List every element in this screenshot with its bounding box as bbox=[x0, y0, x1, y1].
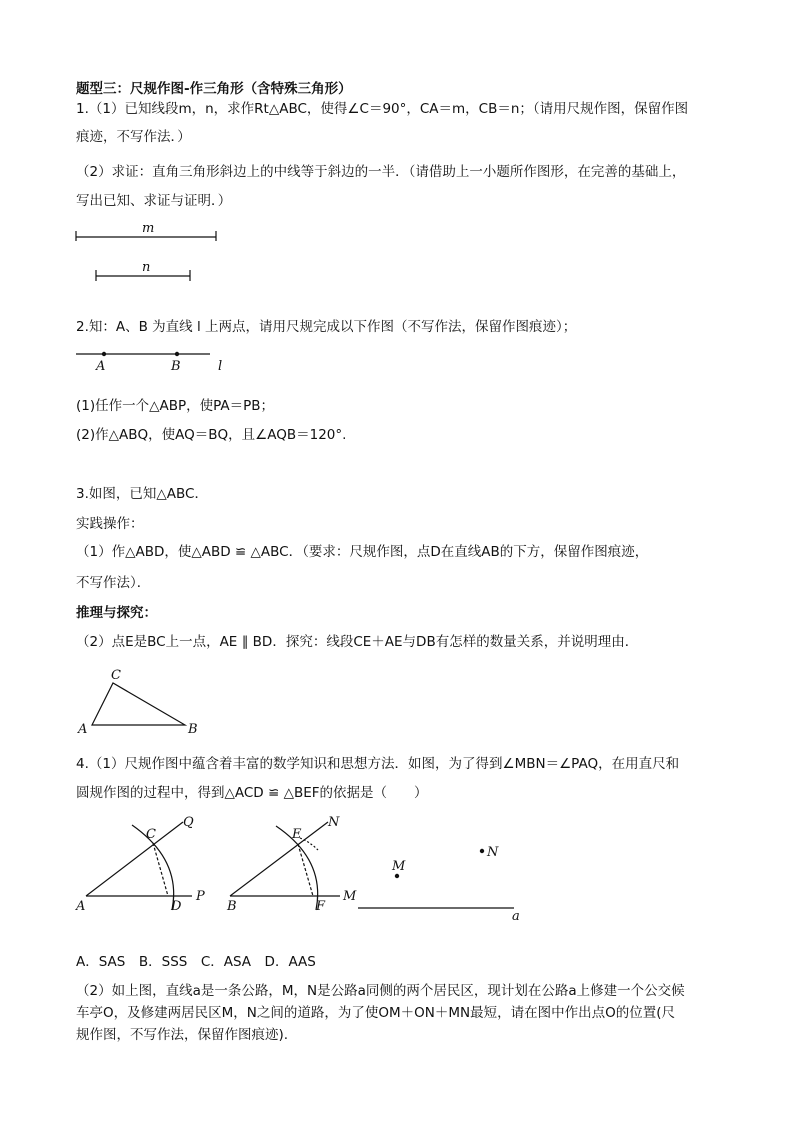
fig1-label-c: C bbox=[146, 827, 156, 842]
triangle-label-b: B bbox=[188, 722, 198, 737]
q4-line4: 车亭O，及修建两居民区M，N之间的道路，为了使OM＋ON＋MN最短，请在图中作出点O的位置(尺 bbox=[76, 1005, 676, 1021]
q4-line5: 规作图，不写作法，保留作图痕迹). bbox=[76, 1027, 289, 1043]
fig2-label-e: E bbox=[292, 827, 302, 842]
line-l-label: l bbox=[218, 359, 223, 374]
q3-line2: 实践操作： bbox=[76, 516, 144, 532]
fig3-label-m: M bbox=[392, 859, 406, 874]
q1-line3: （2）求证：直角三角形斜边上的中线等于斜边的一半．（请借助上一小题所作图形，在完善的基础上， bbox=[76, 164, 686, 180]
point-n-dot bbox=[480, 849, 484, 853]
fig2-label-m: M bbox=[343, 889, 357, 904]
point-a-dot bbox=[102, 352, 106, 356]
q1-line1: 1.（1）已知线段m，n，求作Rt△ABC，使得∠C＝90°，CA＝m，CB＝n；（请用尺规作图，保留作图 bbox=[76, 101, 689, 117]
q4-line3: （2）如上图，直线a是一条公路，M，N是公路a同侧的两个居民区，现计划在公路a上修建一个公交候 bbox=[76, 983, 685, 999]
q4-options: A．SAS B．SSS C．ASA D．AAS bbox=[76, 954, 316, 970]
fig2-label-n: N bbox=[328, 815, 340, 830]
q3-line4: 不写作法）． bbox=[76, 575, 151, 591]
q1-line4: 写出已知、求证与证明．） bbox=[76, 193, 232, 209]
point-b-label: B bbox=[171, 359, 181, 374]
fig1-label-q: Q bbox=[183, 815, 194, 830]
q2-sub2: (2)作△ABQ，使AQ＝BQ，且∠AQB＝120°. bbox=[76, 427, 347, 443]
line-l-figure bbox=[76, 352, 210, 356]
point-m-dot bbox=[395, 874, 399, 878]
q2-line1: 2.知：A、B 为直线 l 上两点，请用尺规完成以下作图（不写作法，保留作图痕迹）； bbox=[76, 319, 577, 335]
q3-line3: （1）作△ABD，使△ABD ≌ △ABC．（要求：尺规作图，点D在直线AB的下方，保留作图痕迹， bbox=[76, 544, 649, 560]
fig3-label-a: a bbox=[512, 909, 520, 924]
fig2-label-f: F bbox=[316, 899, 326, 914]
q4-line2: 圆规作图的过程中，得到△ACD ≌ △BEF的依据是（ ） bbox=[76, 785, 428, 801]
fig1-label-p: P bbox=[196, 889, 205, 904]
segment-m-label: m bbox=[142, 221, 155, 236]
fig1-label-d: D bbox=[171, 899, 182, 914]
q4-figure2 bbox=[230, 822, 340, 910]
q1-line2: 痕迹，不写作法．） bbox=[76, 129, 191, 145]
triangle-abc bbox=[92, 683, 185, 725]
triangle-label-c: C bbox=[111, 668, 121, 683]
fig2-label-b: B bbox=[227, 899, 237, 914]
point-b-dot bbox=[175, 352, 179, 356]
q4-line1: 4.（1）尺规作图中蕴含着丰富的数学知识和思想方法．如图，为了得到∠MBN＝∠PAQ，在用直尺和 bbox=[76, 756, 680, 772]
q3-heading: 推理与探究： bbox=[76, 605, 157, 621]
q3-line1: 3.如图，已知△ABC． bbox=[76, 486, 208, 502]
fig3-label-n: N bbox=[487, 845, 499, 860]
triangle-label-a: A bbox=[78, 722, 88, 737]
section-title: 题型三：尺规作图-作三角形（含特殊三角形） bbox=[76, 81, 352, 97]
q2-sub1: (1)任作一个△ABP，使PA＝PB； bbox=[76, 398, 275, 414]
fig1-label-a: A bbox=[76, 899, 86, 914]
segment-n-label: n bbox=[142, 260, 151, 275]
point-a-label: A bbox=[96, 359, 106, 374]
q4-figure1 bbox=[86, 822, 192, 910]
q3-line5: （2）点E是BC上一点，AE ∥ BD．探究：线段CE＋AE与DB有怎样的数量关系，并说明理由． bbox=[76, 634, 639, 650]
